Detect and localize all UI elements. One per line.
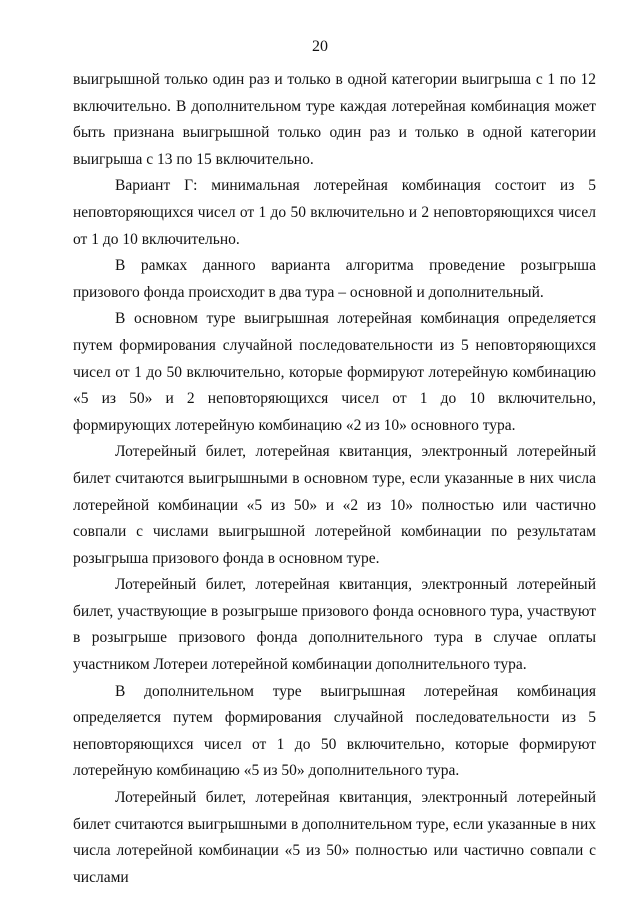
paragraph-additional-round-winners: Лотерейный билет, лотерейная квитанция, электронный лотерейный билет считаются выигрышными в дополнительном туре, если указанные в них числа лотерейной комбинации «5 из 50» полностью или частично совпали с числами bbox=[73, 789, 596, 886]
paragraph-main-round: В основном туре выигрышная лотерейная комбинация определяется путем формирования случайной последовательности из 5 неповторяющихся чисел от 1 до 50 включительно, которые формируют лотерейную комбинацию «5 из 50» и 2 неповторяющихся чисел от 1 до 10 включительно, формирующих лотерейную комбинацию «2 из 10» основного тура. bbox=[73, 310, 596, 434]
page-number: 20 bbox=[312, 38, 328, 55]
paragraph-additional-participation: Лотерейный билет, лотерейная квитанция, электронный лотерейный билет, участвующие в розыгрыше призового фонда основного тура, участвуют в розыгрыше призового фонда дополнительного тура в случае оплаты участником Лотереи лотерейной комбинации дополнительного тура. bbox=[73, 576, 596, 674]
paragraph-additional-round: В дополнительном туре выигрышная лотерейная комбинация определяется путем формирования случайной последовательности из 5 неповторяющихся чисел от 1 до 50 включительно, которые формируют лотерейную комбинацию «5 из 50» дополнительного тура. bbox=[73, 682, 596, 780]
paragraph-variant-g: Вариант Г: минимальная лотерейная комбинация состоит из 5 неповторяющихся чисел от 1 до 50 включительно и 2 неповторяющихся чисел от 1 до 10 включительно. bbox=[73, 177, 596, 248]
paragraph-main-round-winners: Лотерейный билет, лотерейная квитанция, электронный лотерейный билет считаются выигрышными в основном туре, если указанные в них числа лотерейной комбинации «5 из 50» и «2 из 10» полностью или частично совпали с числами выигрышной лотерейной комбинации по результатам розыгрыша призового фонда в основном туре. bbox=[73, 443, 596, 567]
document-body bbox=[73, 67, 596, 891]
paragraph-two-rounds: В рамках данного варианта алгоритма проведение розыгрыша призового фонда происходит в два тура – основной и дополнительный. bbox=[73, 257, 596, 301]
paragraph-continuation: выигрышной только один раз и только в одной категории выигрыша с 1 по 12 включительно. В дополнительном туре каждая лотерейная комбинация может быть признана выигрышной только один раз и только в одной категории выигрыша с 13 по 15 включительно. bbox=[73, 71, 596, 168]
